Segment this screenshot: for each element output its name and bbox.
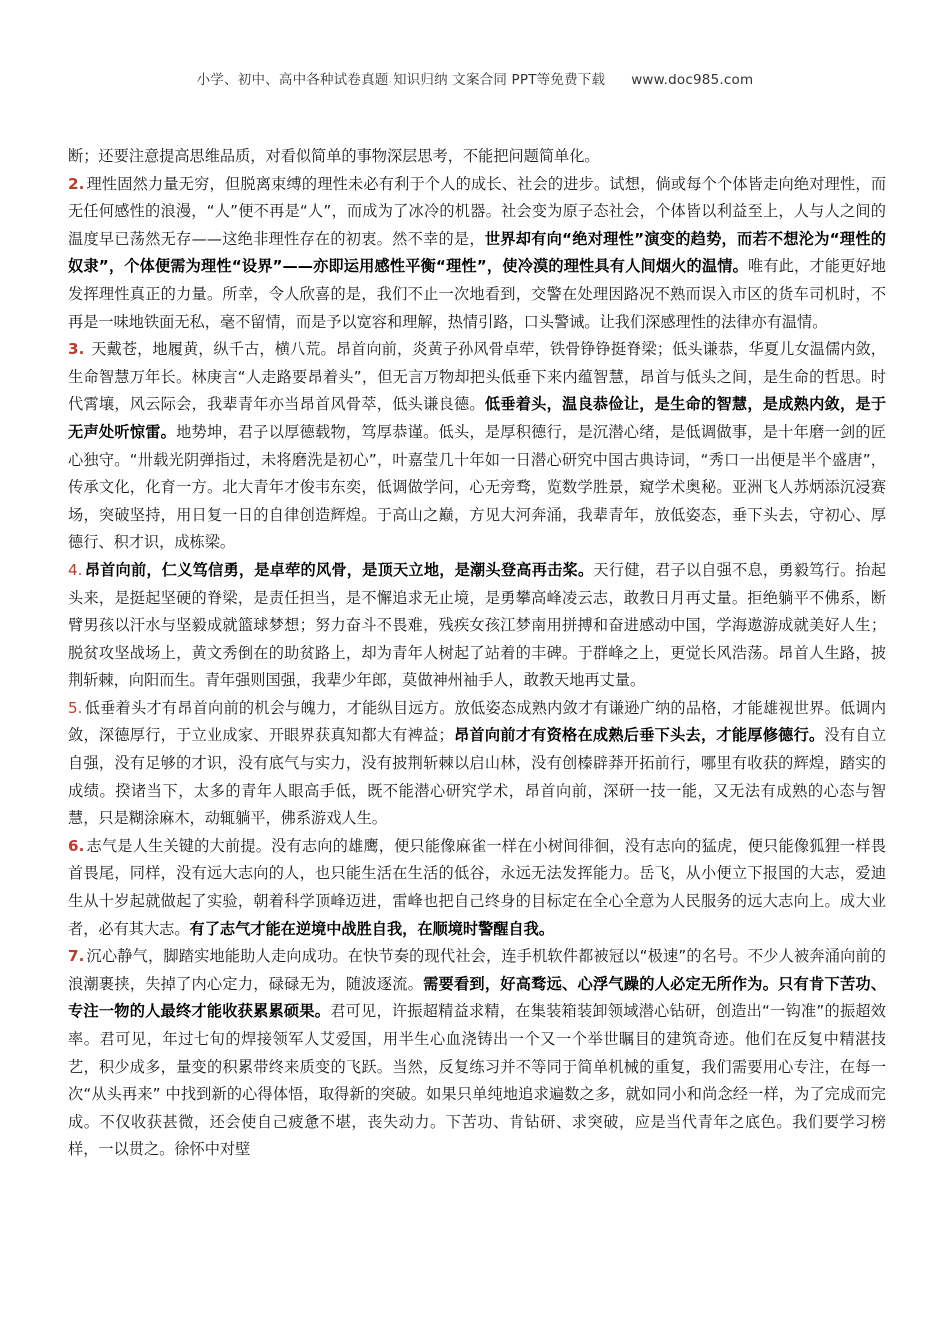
- paragraph-text: 没有自立自强，没有足够的才识，没有底气与实力，没有披荆斩棘以启山林，没有创榛辟莽开拓前行，哪里有收获的辉煌，踏实的成绩。揆诸当下，太多的青年人眼高手低，既不能潜心研究学术，昂首向前，深研一技一能，又无法有成熟的心态与智慧，只是糊涂麻木，动辄躺平，佛系游戏人生。: [68, 726, 887, 828]
- paragraph-bold-text: 需要看到，好高骛远、心浮气躁的人必定无所作为。只有肯下苦功、专注一物的人最终才能收获累累硕果。: [68, 974, 887, 1021]
- paragraph-3: [68, 336, 886, 557]
- paragraph-text: 志气是人生关键的大前提。没有志向的雄鹰，便只能像麻雀一样在小树间徘徊，没有志向的猛虎，便只能像狐狸一样畏首畏尾，同样，没有远大志向的人，也只能生活在生活的低谷，永远无法发挥能力。岳飞，从小便立下报国的大志，爱迪生从十岁起就做起了实验，朝着科学顶峰迈进，雷峰也把自己终身的目标定在全心全意为人民服务的远大志向上。成大业者，必有其大志。: [68, 836, 886, 938]
- document-body: [68, 143, 886, 1164]
- paragraph-text: 沉心静气，脚踏实地能助人走向成功。在快节奏的现代社会，连手机软件都被冠以“极速”的名号。不少人被奔涌向前的浪潮裹挟，失掉了内心定力，碌碌无为，随波逐流。: [68, 947, 886, 993]
- paragraph-5: [68, 695, 886, 833]
- paragraph-number: 5.: [68, 698, 83, 717]
- paragraph-6: [68, 833, 886, 943]
- paragraph-4: [68, 557, 886, 695]
- paragraph-text: 君可见，许振超精益求精，在集装箱装卸领域潜心钻研，创造出“一钩准”的振超效率。君可见，年过七旬的焊接领军人艾爱国，用半生心血浇铸出一个又一个举世瞩目的建筑奇迹。他们在反复中精湛技艺，积少成多，量变的积累带终来质变的飞跃。当然，反复练习并不等同于简单机械的重复，我们需要用心专注，在每一次“从头再来” 中找到新的心得体悟，取得新的突破。如果只单纯地追求遍数之多，就如同小和尚念经一样，为了完成而完成。不仅收获甚微，还会使自己疲惫不堪，丧失动力。下苦功、肯钻研、求突破，应是当代青年之底色。我们要学习榜样，一以贯之。徐怀中对壁: [68, 1002, 886, 1159]
- paragraph-text: 断；还要注意提高思维品质，对看似简单的事物深层思考，不能把问题简单化。: [68, 147, 600, 165]
- paragraph-text: 天行健，君子以自强不息，勇毅笃行。抬起头来，是挺起坚硬的脊梁，是责任担当，是不懈追求无止境，是勇攀高峰凌云志，敢教日月再丈量。拒绝躺平不佛系，断臂男孩以汗水与坚毅成就篮球梦想；努力奋斗不畏难，残疾女孩江梦南用拼搏和奋进感动中国，学海遨游成就美好人生；脱贫攻坚战场上，黄文秀倒在的助贫路上，却为青年人树起了站着的丰碑。于群峰之上，更觉长风浩荡。昂首人生路，披荆斩棘，向阳而生。青年强则国强，我辈少年郎，莫做神州袖手人，敢教天地再丈量。: [68, 560, 887, 690]
- paragraph-bold-text: 昂首向前，仁义笃信勇，是卓荦的风骨，是顶天立地，是潮头登高再击桨。: [84, 560, 594, 579]
- paragraph-continued: [68, 143, 886, 171]
- paragraph-7: [68, 943, 886, 1164]
- paragraph-text: 地势坤，君子以厚德载物，笃厚恭谨。低头，是厚积德行，是沉潜心绪，是低调做事，是十年磨一剑的匠心独守。“卅载光阴弹指过，未将磨洗是初心”，叶嘉莹几十年如一日潜心研究中国古典诗词，“秀口一出便是半个盛唐”，传承文化，化育一方。北大青年才俊韦东奕，低调做学问，心无旁骛，览数学胜景，窥学术奥秘。亚洲飞人苏炳添沉浸赛场，突破坚持，用日复一日的自律创造辉煌。于高山之巅，方见大河奔涌，我辈青年，放低姿态，垂下头去，守初心、厚德行、积才识，成栋梁。: [68, 422, 887, 552]
- header-site-link[interactable]: www.doc985.com: [631, 72, 754, 88]
- paragraph-bold-text: 昂首向前才有资格在成熟后垂下头去，才能厚修德行。: [453, 726, 825, 745]
- paragraph-bold-text: 世界却有向“绝对理性”演变的趋势，而若不想沦为“理性的奴隶”，个体便需为理性“设界”——亦即运用感性平衡“理性”，使冷漠的理性具有人间烟火的温情。: [68, 229, 886, 276]
- header-text: 小学、初中、高中各种试卷真题 知识归纳 文案合同 PPT等免费下载: [196, 72, 606, 88]
- paragraph-2: [68, 171, 886, 337]
- paragraph-text: 低垂着头才有昂首向前的机会与魄力，才能纵目远方。放低姿态成熟内敛才有谦逊广纳的品格，才能雄视世界。低调内敛，深德厚行，于立业成家、开眼界获真知都大有裨益；: [68, 698, 886, 745]
- paragraph-bold-text: 低垂着头，温良恭俭让，是生命的智慧，是成熟内敛，是于无声处听惊雷。: [68, 395, 887, 441]
- paragraph-text: 唯有此，才能更好地发挥理性真正的力量。所幸，令人欣喜的是，我们不止一次地看到，交警在处理因路况不熟而误入市区的货车司机时，不再是一味地铁面无私，毫不留情，而是予以宽容和理解，热情引路，口头警诫。让我们深感理性的法律亦有温情。: [68, 257, 886, 331]
- paragraph-text: 理性固然力量无穷，但脱离束缚的理性未必有利于个人的成长、社会的进步。试想，倘或每个个体皆走向绝对理性，而无任何感性的浪漫，“人”便不再是“人”，而成为了冰冷的机器。社会变为原子态社会，个体皆以利益至上，人与人之间的温度早已荡然无存——这绝非理性存在的初衷。然不幸的是，: [68, 174, 886, 248]
- paragraph-number: 2.: [68, 174, 85, 193]
- paragraph-number: 4.: [68, 560, 83, 579]
- page-header: [0, 68, 950, 88]
- paragraph-number: 7.: [68, 947, 85, 966]
- paragraph-text: 天戴苍，地履黄，纵千古，横八荒。昂首向前，炎黄子孙风骨卓荦，铁骨铮铮挺脊梁；低头谦恭，华夏儿女温儒内敛，生命智慧万年长。林庚言“人走路要昂着头”，但无言万物却把头低垂下来内蕴智慧，昂首与低头之间，是生命的哲思。时代霄壤，风云际会，我辈青年亦当昂首风骨萃，低头谦良德。: [68, 340, 886, 414]
- paragraph-bold-text: 有了志气才能在逆境中战胜自我，在顺境时警醒自我。: [189, 919, 554, 938]
- paragraph-number: 6.: [68, 836, 85, 855]
- paragraph-number: 3.: [68, 340, 85, 359]
